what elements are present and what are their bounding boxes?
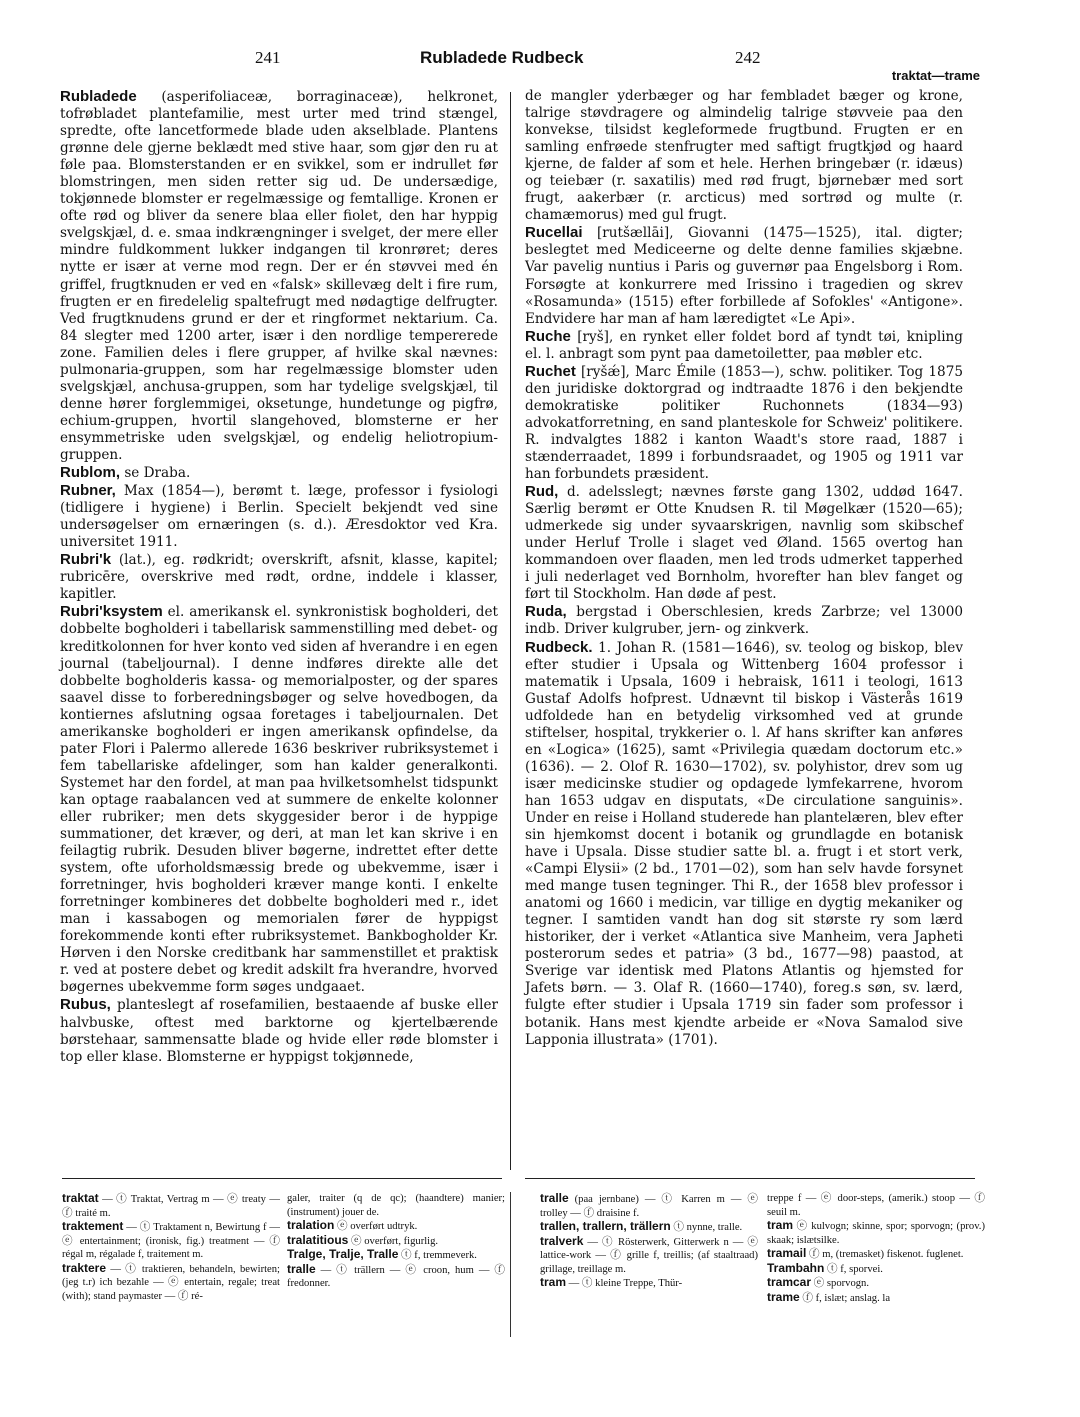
dictionary-entry xyxy=(62,1220,280,1262)
headword: Rud, xyxy=(525,483,559,501)
left-column xyxy=(60,88,498,1066)
dictionary-entry xyxy=(287,1219,505,1234)
entry-text: de mangler yderbæger og har fembladet bæger og krone, talrige støvdragere og almindelig talrige støvveie paa den konvekse, tilsidst kegleformede frugtbund. Frugten er en samling enfrøede stenfrugter med saftigt frugtkjød og haard kjerne, de falder af som et hele. Herhen bringebær (r. idæus) og teiebær (r. saxatilis) med rød frugt, bjørnebær med sort frugt, aakerbær (r. arcticus) med sortrød og multe (r. chamæmorus) med gul frugt. xyxy=(525,88,963,224)
dictionary-entry xyxy=(287,1263,505,1291)
entry-text: (asperifoliaceæ, borraginaceæ), helkronet, tofrøbladet plantefamilie, mest urter med trind stængel, spredte, ofte lancetformede blade uden akselblade. Plantens grønne dele gjerne beklædt med stive haar, som gjør den ru at føle paa. Blomsterstanden er en svikkel, som er indrullet før blomstringen, men siden retter sig ud. De undersædige, tokjønnede blomster er regelmæssige og femtallige. Kronen er ofte rød og bliver da senere blaa eller fiolet, den har hyppig svelgskjæl, d. e. smaa indkrængninger i svelget, der mere eller mindre fuldkomment lukker indgangen til kronrøret; deres nytte er især at verne mod regn. Der er én støvvei med én griffel, frugtknuden er ved en «falsk» skillevæg delt i fire rum, frugten er en firedelelig spaltefrugt med nødagtige delfrugter. Ved frugtknudens grund er der et ringformet nektarium. Ca. 84 slegter med 1200 arter, især i den nordlige tempererede zone. Familien deles i flere grupper, af hvilke skal nævnes: pulmonaria-gruppen, som har regelmæssige blomster uden svelgskjæl, anchusa-gruppen, som har tydelige svelgskjæl, til denne hører forglemmigei, oksetunge, hundetunge og pigfrø, echium-gruppen, hvortil slangehoved, blomsterne er her ensymmetriske uden svelgskjæl, og endelig heliotropium-gruppen. xyxy=(60,89,498,463)
encyclopedia-entry xyxy=(525,88,963,224)
entry-text: (paa jernbane) — ⓣ Karren m — ⓔ trolley — ⓕ draisine f. xyxy=(540,1194,758,1219)
headword: Rublom, xyxy=(60,464,120,482)
entry-text: ⓔ kulvogn; skinne, spor; sporvogn; (prov.) skaak; islætsilke. xyxy=(767,1221,985,1246)
encyclopedia-entry xyxy=(525,224,963,327)
entry-text: bergstad i Oberschlesien, kreds Zarbrze; vel 13000 indb. Driver kulgruber, jern- og zinkverk. xyxy=(525,604,963,638)
headword: Rubus, xyxy=(60,996,111,1014)
encyclopedia-entry xyxy=(60,551,498,603)
headword: tram xyxy=(767,1218,794,1233)
dictionary-entry xyxy=(540,1235,758,1277)
entry-text: ⓣ nynne, tralle. xyxy=(670,1222,743,1234)
headword: tramail xyxy=(767,1246,807,1261)
dictionary-entry xyxy=(62,1262,280,1304)
headword: Ruda, xyxy=(525,603,567,621)
dictionary-entry xyxy=(540,1220,758,1235)
entry-text: [rutšællāi], Giovanni (1475—1525), ital. digter; beslegtet med Mediceerne og delte denne families skjæbne. Var pavelig nuntius i Paris og guvernør paa Engelsborg i Rom. Forsøgte at konkurrere med Irissino i tragedien og skrev «Rosamunda» (1515) efter forbillede af Sofokles' «Antigone». Endvidere har man af ham læredigtet «Le Api». xyxy=(525,225,963,327)
headword: tram xyxy=(540,1275,567,1290)
encyclopedia-entry xyxy=(525,639,963,1049)
dictionary-column-1 xyxy=(62,1192,280,1303)
entry-text: — ⓣ traktieren, behandeln, bewirten; (jeg t.r) ich bezahle — ⓔ entertain, regale; treat (with); stand paymaster — ⓕ ré- xyxy=(62,1263,280,1302)
encyclopedia-entry xyxy=(60,603,498,996)
headword: Tralge, Tralje, Tralle xyxy=(287,1247,399,1262)
entry-text: — ⓣ Rösterwerk, Gitterwerk n — ⓔ lattice-work — ⓕ grille f, treillis; (af staaltraad) grillage, treillage m. xyxy=(540,1236,758,1275)
dictionary-entry xyxy=(767,1192,985,1219)
entry-text: planteslegt af rosefamilien, bestaaende af buske eller halvbuske, oftest med barktorne og kjertelbærende børstehaar, sammensatte blade og hvide eller røde blomster i top eller klase. Blomsterne er hyppigst tokjønnede, xyxy=(60,997,498,1065)
entry-text: ⓣ f, tremmeverk. xyxy=(398,1250,477,1262)
catchword: traktat—trame xyxy=(891,68,980,83)
dictionary-entry xyxy=(767,1276,985,1291)
column-divider xyxy=(510,92,511,1170)
entry-text: se Draba. xyxy=(120,465,191,482)
entry-text: — ⓣ kleine Treppe, Thür- xyxy=(566,1278,683,1290)
encyclopedia-entry xyxy=(525,328,963,363)
dictionary-column-2 xyxy=(287,1192,505,1291)
dictionary-entry xyxy=(767,1291,985,1306)
encyclopedia-entry xyxy=(525,603,963,638)
headword: tralatitious xyxy=(287,1232,349,1247)
running-title: Rubladede Rudbeck xyxy=(420,48,584,67)
headword: Rudbeck. xyxy=(525,638,593,656)
headword: Trambahn xyxy=(767,1260,825,1275)
headword: tralverk xyxy=(540,1233,584,1248)
headword: trame xyxy=(767,1289,800,1304)
entry-text: d. adelsslegt; nævnes første gang 1302, uddød 1647. Særlig berømt er Otte Knudsen R. til Møgelkær (1520—65); udmerkede sig under syvaarskrigen, navnlig som skibschef under Herluf Trolle i slaget ved Øland. 1565 overtog han kommandoen over flaaden, men led trods udmerket tapperhed i juli nederlaget ved Bornholm, hvorefter han blev fanget og ført til Stockholm. Han døde af pest. xyxy=(525,484,963,603)
dictionary-column-4 xyxy=(767,1192,985,1305)
encyclopedia-entry xyxy=(60,464,498,482)
headword: trallen, trallern, trällern xyxy=(540,1219,671,1234)
entry-text: 1. Johan R. (1581—1646), sv. teolog og biskop, blev efter studier i Upsala og Wittenberg 1604 professor i matematik i Upsala, 1609 i hebraisk, 1611 i teologi, 1613 Gustaf Adolfs hofprest. Udnævnt til biskop i Västerås 1619 udfoldede han en betydelig virksomhed ved at grunde stiftelser, hospital, trykkerier o. l. Af hans skrifter kan anføres en «Logica» (1625), samt «Privilegia quædam doctorum etc.» (1636). — 2. Olof R. 1630—1702), sv. polyhistor, drev som ug især medicinske studier og opdagede lymfekarrene, hvorom han 1653 udgav en disputats, «De circulatione sanguinis». Under en reise i Holland studerede han plantelæren, blev efter sin hjemkomst docent i botanik og grundlagde en botanisk have i Upsala. Disse studier satte bl. a. frugt i et stort verk, «Campi Elysii» (2 bd., 1701—02), som han selv havde forsynet med mange tusen tegninger. Thi R., der 1658 blev professor i anatomi og 1660 i medicin, var tillige en dygtig mekaniker og tegner. I samtiden vandt han dog sit største ry som lærd historiker, der i verket «Atlantica sive Manheim, vera Japheti posterorum sedes et patria» (3 bd., 1677—98) paastod, at Sverige var identisk med Platons Atlantis og hjemsted for Jafets børn. — 3. Olaf R. (1660—1740), foreg.s søn, sv. lærd, fulgte efter studier i Upsala 1719 sin fader som professor i botanik. Hans mest kjendte arbeide er «Nova Samalod sive Lapponia illustrata» (1701). xyxy=(525,639,963,1048)
footer-separator-right xyxy=(525,1178,975,1179)
headword: traktere xyxy=(62,1260,107,1275)
entry-text: ⓣ f, sporvei. xyxy=(824,1263,883,1275)
entry-text: ⓕ m, (tremasket) fiskenot. fuglenet. xyxy=(806,1249,964,1261)
entry-text: ⓔ overført udtryk. xyxy=(334,1221,418,1233)
entry-text: ⓔ sporvogn. xyxy=(811,1278,870,1290)
dictionary-entry xyxy=(767,1247,985,1262)
headword: Ruche xyxy=(525,327,571,345)
entry-text: [ryš], en rynket eller foldet bord af tyndt tøi, knipling el. l. anbragt som pynt paa dametoiletter, paa møbler etc. xyxy=(525,328,963,362)
dictionary-column-3 xyxy=(540,1192,758,1291)
page-number-right: 242 xyxy=(735,48,761,67)
dictionary-entry xyxy=(287,1234,505,1249)
headword: Rubri'k xyxy=(60,551,112,569)
dictionary-entry xyxy=(540,1276,758,1291)
headword: Rubri'ksystem xyxy=(60,603,163,621)
page-number-left: 241 xyxy=(255,48,281,67)
encyclopedia-entry xyxy=(60,996,498,1065)
headword: tralle xyxy=(287,1261,316,1276)
encyclopedia-entry xyxy=(60,88,498,464)
headword: tralle xyxy=(540,1191,569,1205)
footer-divider xyxy=(510,1192,511,1337)
entry-text: ⓕ f, islæt; anslag. la xyxy=(799,1292,891,1304)
entry-text: ⓔ overført, figurlig. xyxy=(348,1235,439,1247)
right-column xyxy=(525,88,963,1049)
encyclopedia-entry xyxy=(525,483,963,603)
headword: tramcar xyxy=(767,1275,812,1290)
dictionary-entry xyxy=(540,1192,758,1220)
footer-separator-left xyxy=(62,1178,502,1179)
headword: traktement xyxy=(62,1219,124,1234)
headword: Ruchet xyxy=(525,362,576,380)
entry-text: el. amerikansk el. synkronistisk bogholderi, det dobbelte bogholderi i tabellarisk sammenstilling med debet- og kreditkolonnen for hver konto ved siden af hverandre i en egen journal (tabeljournal). I denne indføres direkte alle det dobbelte bogholderis kassa- og memorialposter, og der spares saavel disse to forberedningsbøger og selve hovedbogen, da kontiernes afslutning ogsaa foretages i tabeljournalen. Det amerikanske bogholderi er ingen amerikansk opfindelse, da pater Flori i Palermo allerede 1636 beskriver rubriksystemet i fem tabellariske afdelinger, som han kalder generalkonti. Systemet har den fordel, at man paa hvilketsomhelst tidspunkt kan optage raabalancen ved at summere de enkelte kolonner eller rubriker; men dets skyggesider beror i de hyppige summationer, det kræver, og deri, at man let kan skrive i en feilagtig rubrik. Desuden bliver bøgerne, indrettet efter dette system, ofte uforholdsmæssig brede og ubekvemme, især i forretninger, hvis bogholderi kræver mange konti. I enkelte forretninger kombineres det dobbelte bogholderi med r., idet man i kassabogen og memorialen fører de hyppigst forekommende konti efter rubriksystemet. Bankbogholder Kr. Hørven i den Norske creditbank har sammenstillet et praktisk r. ved at postere debet og kredit adskilt fra hverandre, hvorved bøgernes ubekvemme form søges undgaaet. xyxy=(60,604,498,996)
entry-text: galer, traiter (q de qc); (haandtere) manier; (instrument) jouer de. xyxy=(287,1193,505,1218)
headword: Rubladede xyxy=(60,88,137,105)
entry-text: [ryšǽ], Marc Émile (1853—), schw. politiker. Tog 1875 den juridiske doktorgrad og indtraadte 1876 i den bekjendte demokratiske politiker Ruchonnets (1834—93) advokatforretning, en sand planteskole for Schweiz' politikere. R. indvalgtes 1882 i kanton Waadt's store raad, 1887 i stænderraadet, 1899 i forbundsraadet, og 1905 og 1911 var han forbundets præsident. xyxy=(525,363,963,483)
entry-text: — ⓣ Traktat, Vertrag m — ⓔ treaty — ⓕ traité m. xyxy=(62,1194,280,1219)
encyclopedia-entry xyxy=(525,363,963,483)
dictionary-entry xyxy=(767,1262,985,1277)
entry-text: Max (1854—), berømt t. læge, professor i fysiologi (tidligere i hygiene) i Berlin. Specielt bekjendt ved sine undersøgelser om ernæringen (s. d.). Æresdoktor ved Kra. universitet 1911. xyxy=(60,483,498,551)
headword: Rubner, xyxy=(60,482,116,500)
dictionary-entry xyxy=(287,1248,505,1263)
dictionary-entry xyxy=(62,1192,280,1220)
entry-text: treppe f — ⓔ door-steps, (amerik.) stoop — ⓕ seuil m. xyxy=(767,1193,985,1218)
dictionary-entry xyxy=(767,1219,985,1247)
headword: traktat xyxy=(62,1191,99,1205)
dictionary-entry xyxy=(287,1192,505,1219)
entry-text: — ⓣ trällern — ⓔ croon, hum — ⓕ fredonner. xyxy=(287,1264,505,1290)
headword: tralation xyxy=(287,1218,335,1233)
entry-text: (lat.), eg. rødkridt; overskrift, afsnit, klasse, kapitel; rubricēre, overskrive med rødt, ordne, inddele i klasser, kapitler. xyxy=(60,552,498,603)
headword: Rucellai xyxy=(525,224,583,242)
entry-text: — ⓣ Traktament n, Bewirtung f — ⓔ entertainment; (ironisk, fig.) treatment — ⓕ régal m, régalade f, traitement m. xyxy=(62,1222,280,1261)
encyclopedia-entry xyxy=(60,482,498,551)
